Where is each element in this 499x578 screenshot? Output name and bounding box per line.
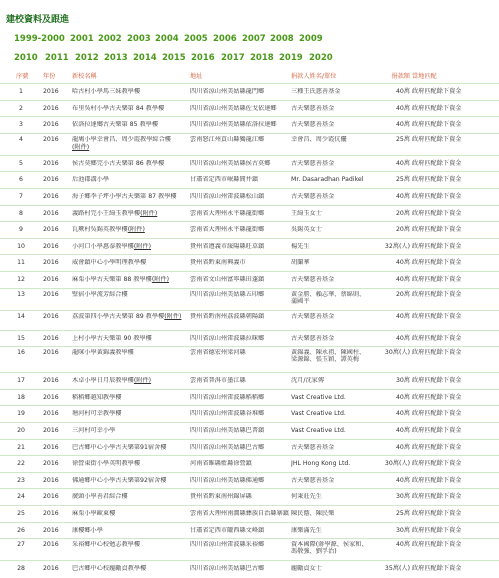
attachment-link[interactable]: (附件) [164,312,182,320]
row-address: 四川省涼山州美姑縣侯古莫鄉 [190,159,271,167]
row-amount: 40萬 [395,443,410,451]
row-school [72,460,188,468]
row-donor: 古天樂慈善基金 [291,476,335,484]
row-address: 雲南省文山州富寧縣田蓬鎮 [190,276,265,283]
row-number: 13 [17,290,25,298]
year-link-2012[interactable]: 2012 [75,53,99,63]
row-year: 2016 [43,259,59,267]
row-number: 2 [19,104,23,112]
table-row [0,522,499,540]
row-address: 貴州省黔東南興義市 [190,259,246,267]
table-row [0,116,499,134]
page-title: 建校資料及跟進 [6,15,70,25]
row-school [72,377,188,385]
row-year: 2016 [43,427,59,434]
row-year: 2016 [43,493,59,501]
row-amount: 20萬 [395,290,410,298]
row-year: 2016 [43,393,59,401]
year-link-2020[interactable]: 2020 [309,53,333,63]
attachment-link[interactable]: (附件) [151,276,170,283]
row-year: 2016 [43,460,59,468]
row-amount: 30萬 [395,526,410,534]
school-name: 上村小學古天樂第 90 教學樓 [72,334,152,342]
row-amount: 35萬(人) [384,565,410,573]
school-name: 廣頭小學善君綜合樓 [72,493,128,501]
row-amount: 25萬 [395,510,410,517]
row-number: 25 [17,510,25,517]
row-school [72,427,188,435]
row-amount: 32萬(人) [384,242,410,250]
school-name: 小河口小學惠泰教學樓 [72,242,134,250]
row-amount: 25萬 [395,135,410,143]
row-donor: 古天樂慈善基金 [291,159,335,167]
row-school [72,410,188,418]
row-address: 四川省涼山州美姑縣龍門鄉 [190,88,265,95]
row-number: 8 [19,209,23,217]
row-donor: 古天樂慈善基金 [291,193,335,200]
row-amount: 30萬 [395,493,410,501]
row-amount: 30萬 [395,377,410,385]
row-donor: 康樂滿先生 [291,526,322,534]
row-donor: 古天樂慈善基金 [291,121,335,129]
row-school [72,160,188,168]
row-number: 28 [17,565,25,573]
row-number: 4 [19,135,23,143]
table-row [0,372,499,390]
table-row [0,171,499,189]
school-name: 哈古村小學馬三妹教學樓 [72,88,141,95]
row-donor: Vast Creative Ltd. [291,427,346,434]
row-amount: 40萬 [395,276,410,283]
row-amount: 40萬 [395,427,410,434]
row-address: 四川省涼山州美姑縣佛通鄉 [190,476,265,484]
row-school [72,210,188,218]
row-school [72,541,188,549]
table-row [0,133,499,156]
row-number: 11 [17,259,25,267]
row-match: 政府匹配餘下資金 [412,290,462,298]
row-amount: 40萬 [395,312,410,320]
row-amount: 40萬 [395,121,410,129]
row-year: 2016 [43,334,59,342]
row-number: 20 [17,427,25,434]
row-year: 2016 [43,121,59,129]
row-year: 2016 [43,290,59,298]
attachment-link[interactable]: (附件) [127,226,145,234]
row-donor: 何秉莊先生 [291,493,322,501]
year-link-2019[interactable]: 2019 [279,53,303,63]
row-donor: 龐勵貞女士 [291,565,322,573]
row-year: 2016 [43,349,59,357]
school-name: 壁宿小學流芳綜合樓 [72,290,128,298]
row-number: 14 [17,312,25,320]
row-amount: 30萬(人) [384,349,410,357]
row-number: 6 [19,176,23,184]
row-match: 政府匹配餘下資金 [412,159,462,167]
row-match: 政府匹配餘下資金 [412,493,462,501]
row-school [72,121,188,129]
row-school [72,510,188,518]
attachment-link[interactable]: (附件) [140,209,158,217]
year-link-2009[interactable]: 2009 [299,34,323,44]
school-name: 采裕鄉中心校勉志教學樓 [72,541,141,549]
row-year: 2016 [43,104,59,112]
row-amount: 30萬(人) [384,460,410,468]
row-match: 政府匹配餘下資金 [412,276,462,283]
school-name: 侯古莫鄉完小古天樂第 86 教學樓 [72,159,165,167]
table-row [0,288,499,311]
table-row [0,205,499,223]
table-row [0,455,499,473]
row-address: 四川省涼山州美姑縣巴古鄉 [190,443,265,451]
row-number: 12 [17,276,25,283]
school-name: 佛通鄉中心小學古天樂第92宿舍樓 [72,476,167,484]
school-name: 木卓小學日月辰教學樓 [72,377,134,385]
row-donor: 胡蘭華 [291,259,310,267]
school-name: 依洛拉達鄉古天樂第 85 教學樓 [72,121,159,129]
table-row [0,488,499,506]
row-year: 2016 [43,476,59,484]
table-row [0,221,499,239]
school-name: 三河村可幸小學 [72,427,116,434]
row-school [72,349,188,357]
row-match: 政府匹配餘下資金 [412,349,462,357]
row-donor: 吳錫英女士 [291,226,322,234]
row-match: 政府匹配餘下資金 [412,193,462,200]
school-name: 布里吳村小學古天樂第 84 教學樓 [72,104,165,112]
row-match: 政府匹配餘下資金 [412,460,462,468]
table-row [0,254,499,272]
row-school [72,291,188,299]
school-name: 稻稻鄉越知教學樓 [72,393,122,401]
row-school [72,565,188,573]
row-address: 貴州省遵義市綏陽縣旺草鎮 [190,242,265,250]
row-match: 政府匹配餘下資金 [412,476,462,484]
row-donor: 古天樂慈善基金 [291,334,335,342]
row-address: 四川省涼山州雷波縣稻稻鄉 [190,393,265,401]
row-donor: 古天樂慈善基金 [291,312,335,320]
row-donor: 古天樂慈善基金 [291,276,335,283]
row-school [72,394,188,402]
attachment-link[interactable]: (附件) [133,377,152,385]
header-school: 新校名稱 [72,73,97,80]
header-no: 序號 [16,73,29,80]
row-year: 2016 [43,226,59,234]
row-number: 23 [17,476,25,484]
row-amount: 40萬 [395,393,410,401]
row-donor: 古天樂慈善基金 [291,443,335,451]
row-donor: 幸會昌、周少霞伉儷 [291,135,347,143]
row-number: 17 [17,377,25,385]
table-row [0,310,499,331]
row-school [72,313,188,321]
row-address: 四川省涼山州美姑縣巴普鎮 [190,427,265,434]
row-year: 2016 [43,443,59,451]
row-address: 貴州省黔南州荔波縣朝陽鎮 [190,312,265,320]
row-match: 政府匹配餘下資金 [412,526,462,534]
school-name: 瓦厥村吳錫英教學樓 [72,226,128,234]
header-amount: 捐款額 [391,73,410,80]
row-school [72,527,188,535]
row-donor: 黃錦義、陳永祖、陳國柱、梁源錦、張玉穎、譚英梅 [291,349,366,364]
row-number: 1 [19,88,23,95]
row-donor: JHL Hong Kong Ltd. [291,460,351,468]
row-school [72,259,188,267]
school-name: 麻栗小學古天樂第 88 教學樓 [72,276,152,283]
table-row [0,271,499,289]
row-match: 政府匹配餘下資金 [412,510,462,517]
table-row [0,538,499,561]
school-name: 康樓鄉小學 [72,526,103,534]
year-link-1999-2000[interactable]: 1999-2000 [14,34,65,44]
row-school [72,193,188,201]
year-link-2008[interactable]: 2008 [270,34,294,44]
row-donor: 古天樂慈善基金 [291,104,335,112]
year-link-2015[interactable]: 2015 [162,53,186,63]
row-number: 15 [17,334,25,342]
year-link-2006[interactable]: 2006 [213,34,237,44]
row-address: 四川省涼山州雷波縣拉咪鄉 [190,334,265,342]
row-number: 27 [17,541,25,549]
row-number: 3 [19,121,23,129]
header-year: 年份 [43,73,56,80]
table-row [0,505,499,523]
year-link-2002[interactable]: 2002 [98,34,122,44]
school-name: 巴古鄉中心小學古天樂第91宿舍樓 [72,443,167,451]
row-address: 雲南省普洱市墨江縣 [190,377,246,385]
row-address: 雲南省大理州永平縣龍街鄉 [190,209,265,217]
attachment-link[interactable]: (附件) [133,242,152,250]
row-year: 2016 [43,276,59,283]
header-donor: 捐款人姓名/單位 [291,73,337,80]
row-match: 政府匹配餘下資金 [412,121,462,129]
row-number: 18 [17,393,25,401]
row-address: 河南省睢縣藍縣徐營鎮 [190,460,252,468]
year-link-2017[interactable]: 2017 [221,53,245,63]
school-name: 海子鄉李子坪小學古天樂第 87 教學樓 [72,193,177,200]
row-address: 四川省涼山州美姑縣佐戈依達鄉 [190,104,277,112]
row-year: 2016 [43,377,59,385]
row-school [72,335,188,343]
row-amount: 25萬 [395,176,410,184]
year-link-2010[interactable]: 2010 [14,53,38,63]
row-address: 貴州省黔東南州錦屏縣 [190,493,252,501]
row-address: 雲南省大理州南澗縣彝族自治縣寨鎮 [190,510,289,517]
row-match: 政府匹配餘下資金 [412,135,462,143]
school-name: 威會鎮中心小學明理教學樓 [72,259,147,267]
row-donor: 王綺玉女士 [291,209,322,217]
school-name: 巴古鄉中心校龐勵貞教學樓 [72,565,147,573]
row-number: 5 [19,159,23,167]
row-amount: 40萬 [395,193,410,200]
row-address: 四川省涼山州美姑縣巴古鄉 [190,565,265,573]
row-school [72,176,188,184]
row-match: 政府匹配餘下資金 [412,259,462,267]
school-name: 塘河村可幸教學樓 [72,410,122,418]
row-amount: 40萬 [395,476,410,484]
row-address: 雲南省大理州永平縣龍街鄉 [190,226,265,234]
year-link-2018[interactable]: 2018 [250,53,274,63]
row-match: 政府匹配餘下資金 [412,226,462,234]
row-school [72,477,188,485]
year-link-2005[interactable]: 2005 [184,34,208,44]
row-donor: 三種王氏慈善基金 [291,88,341,95]
table-row [0,188,499,206]
row-match: 政府匹配餘下資金 [412,393,462,401]
row-number: 26 [17,526,25,534]
row-match: 政府匹配餘下資金 [412,410,462,418]
table-row [0,422,499,440]
year-link-2001[interactable]: 2001 [70,34,94,44]
row-school [72,226,188,234]
row-address: 四川省涼山州雷波縣谷堆鄉 [190,410,265,418]
row-address: 甘肅省定西市隴西縣文峰鎮 [190,526,265,534]
row-match: 政府匹配餘下資金 [412,334,462,342]
table-row [0,155,499,173]
year-link-2011[interactable]: 2011 [45,53,69,63]
row-year: 2016 [43,88,59,95]
row-address: 甘肅省定西市岷縣閭井鎮 [190,176,259,184]
table-row [0,405,499,423]
school-name: 徐營東街小學英明教學樓 [72,460,141,468]
row-donor: 楊先生 [291,242,310,250]
row-donor: Vast Creative Ltd. [291,410,346,418]
row-school [72,493,188,501]
table-row [0,238,499,256]
row-donor: 陳民蔭、陳民樂 [291,510,335,517]
table-row [0,439,499,457]
row-year: 2016 [43,526,59,534]
school-name: 荔波第四小學古天樂第 89 教學樓 [72,312,165,320]
row-amount: 40萬 [395,410,410,418]
row-match: 政府匹配餘下資金 [412,242,462,250]
attachment-link[interactable]: (附件) [72,143,90,151]
row-amount: 20萬 [395,226,410,234]
row-amount: 40萬 [395,104,410,112]
row-address: 四川省涼山州雷波縣松山鎮 [190,193,265,200]
row-match: 政府匹配餘下資金 [412,565,462,573]
row-year: 2016 [43,541,59,549]
table-row [0,83,499,101]
row-number: 10 [17,242,25,250]
table-row [0,330,499,348]
row-address: 雲南省德宏州梁河縣 [190,349,246,357]
row-number: 24 [17,493,25,501]
row-number: 7 [19,193,23,200]
row-number: 19 [17,410,25,418]
year-link-2013[interactable]: 2013 [104,53,128,63]
row-year: 2016 [43,565,59,573]
row-school [72,444,188,452]
row-match: 政府匹配餘下資金 [412,427,462,434]
row-match: 政府匹配餘下資金 [412,88,462,95]
row-year: 2016 [43,193,59,200]
row-donor: 黃金勝、賴志華、蔡綿則、蒲國平 [291,290,366,305]
row-amount: 40萬 [395,259,410,267]
year-link-2014[interactable]: 2014 [133,53,157,63]
row-year: 2016 [43,410,59,418]
row-donor: 沈月/沈家傳 [291,377,325,385]
row-address: 雲南怒江州貢山縣獨龍江鄉 [190,135,265,143]
row-match: 政府匹配餘下資金 [412,377,462,385]
row-address: 四川省涼山州雷波縣采裕鄉 [190,541,265,549]
table-row [0,472,499,490]
table-row [0,100,499,118]
year-link-2003[interactable]: 2003 [127,34,151,44]
row-school [72,276,188,284]
row-school [72,243,188,251]
row-number: 16 [17,349,25,357]
row-match: 政府匹配餘下資金 [412,209,462,217]
row-match: 政府匹配餘下資金 [412,443,462,451]
row-number: 22 [17,460,25,468]
row-match: 政府匹配餘下資金 [412,541,462,549]
row-year: 2016 [43,176,59,184]
year-link-2004[interactable]: 2004 [155,34,179,44]
table-header [0,70,499,82]
row-address: 四川省涼山州美姑縣五印鄉 [190,290,265,298]
school-name: 義路村完小王綺玉教學樓 [72,209,141,217]
row-year: 2016 [43,312,59,320]
year-link-2007[interactable]: 2007 [242,34,266,44]
row-year: 2016 [43,242,59,250]
row-year: 2016 [43,159,59,167]
row-address: 四川省涼山州美姑縣依洛拉達鄉 [190,121,277,129]
row-match: 政府匹配餘下資金 [412,312,462,320]
row-donor: Mr. Dasaradhan Padikel [291,176,364,184]
header-match: 當地匹配 [412,73,437,80]
year-link-2016[interactable]: 2016 [191,53,215,63]
header-address: 地址 [190,73,203,80]
row-donor: Vast Creative Ltd. [291,393,346,401]
row-number: 9 [19,226,23,234]
row-match: 政府匹配餘下資金 [412,176,462,184]
row-amount: 40萬 [395,541,410,549]
row-school [72,105,188,113]
table-row [0,346,499,373]
row-amount: 40萬 [395,159,410,167]
row-year: 2016 [43,135,59,143]
row-amount: 40萬 [395,88,410,95]
row-number: 21 [17,443,25,451]
row-school [72,88,188,96]
table-row [0,389,499,407]
row-amount: 20萬 [395,209,410,217]
school-name: 后池郡溝小學 [72,176,110,184]
school-name: 龍咪小學黃錦義教學樓 [72,349,134,357]
row-donor: 資本國際(蔣學源、侯家和、馮敬強、劉孚治) [291,541,368,556]
school-name: 麻栗小學歐東樓 [72,510,116,517]
table-row [0,560,499,578]
row-amount: 40萬 [395,334,410,342]
row-match: 政府匹配餘下資金 [412,104,462,112]
row-school [72,136,188,152]
row-year: 2016 [43,510,59,517]
school-name: 龍鳩小學幸會昌、周少霞教學綜合樓 [72,135,171,143]
row-year: 2016 [43,209,59,217]
